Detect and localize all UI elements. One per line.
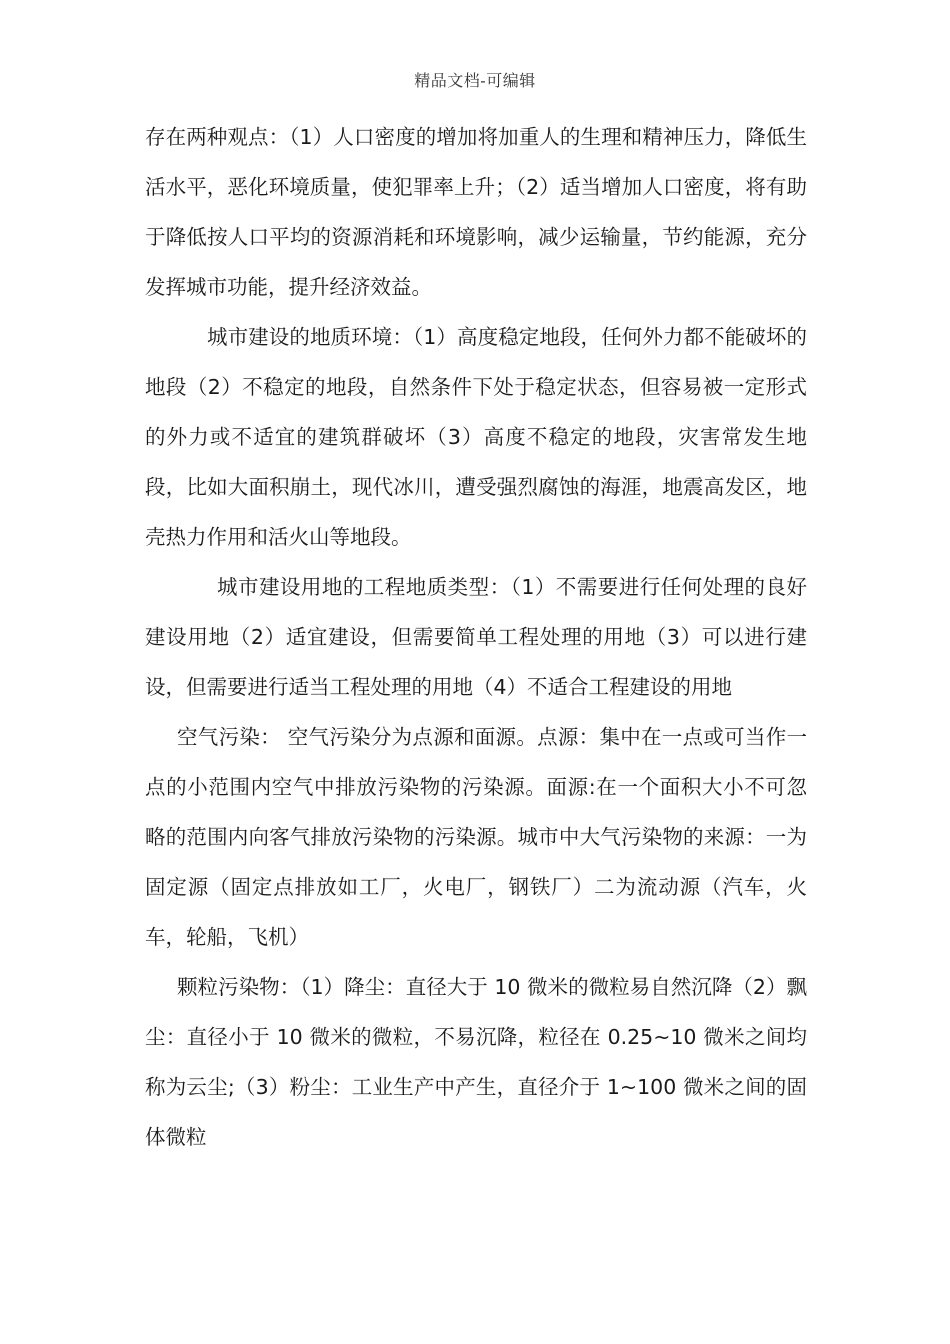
paragraph-population-density: 存在两种观点：（1）人口密度的增加将加重人的生理和精神压力，降低生活水平，恶化环境质量，使犯罪率上升；（2）适当增加人口密度，将有助于降低按人口平均的资源消耗和环境影响，减少运输量，节约能源，充分发挥城市功能，提升经济效益。 [145,125,807,299]
document-body [145,112,807,1162]
page-header: 精品文档-可编辑 [414,71,536,90]
paragraph-engineering-geology-types: 城市建设用地的工程地质类型：（1）不需要进行任何处理的良好建设用地（2）适宜建设，但需要简单工程处理的用地（3）可以进行建设，但需要进行适当工程处理的用地（4）不适合工程建设的用地 [145,575,807,699]
paragraph-geological-environment: 城市建设的地质环境：（1）高度稳定地段，任何外力都不能破坏的地段（2）不稳定的地段，自然条件下处于稳定状态，但容易被一定形式的外力或不适宜的建筑群破坏（3）高度不稳定的地段，灾害常发生地段，比如大面积崩土，现代冰川，遭受强烈腐蚀的海涯，地震高发区，地壳热力作用和活火山等地段。 [145,325,807,549]
paragraph-particulate-pollutants: 颗粒污染物：（1）降尘：直径大于 10 微米的微粒易自然沉降（2）飘尘：直径小于 10 微米的微粒，不易沉降，粒径在 0.25~10 微米之间均称为云尘;（3）粉尘：工业生产中产生，直径介于 1~100 微米之间的固体微粒 [145,975,807,1149]
paragraph-air-pollution: 空气污染： 空气污染分为点源和面源。点源：集中在一点或可当作一点的小范围内空气中排放污染物的污染源。面源:在一个面积大小不可忽略的范围内向客气排放污染物的污染源。城市中大气污染物的来源：一为固定源（固定点排放如工厂，火电厂，钢铁厂）二为流动源（汽车，火车，轮船，飞机） [145,725,807,949]
